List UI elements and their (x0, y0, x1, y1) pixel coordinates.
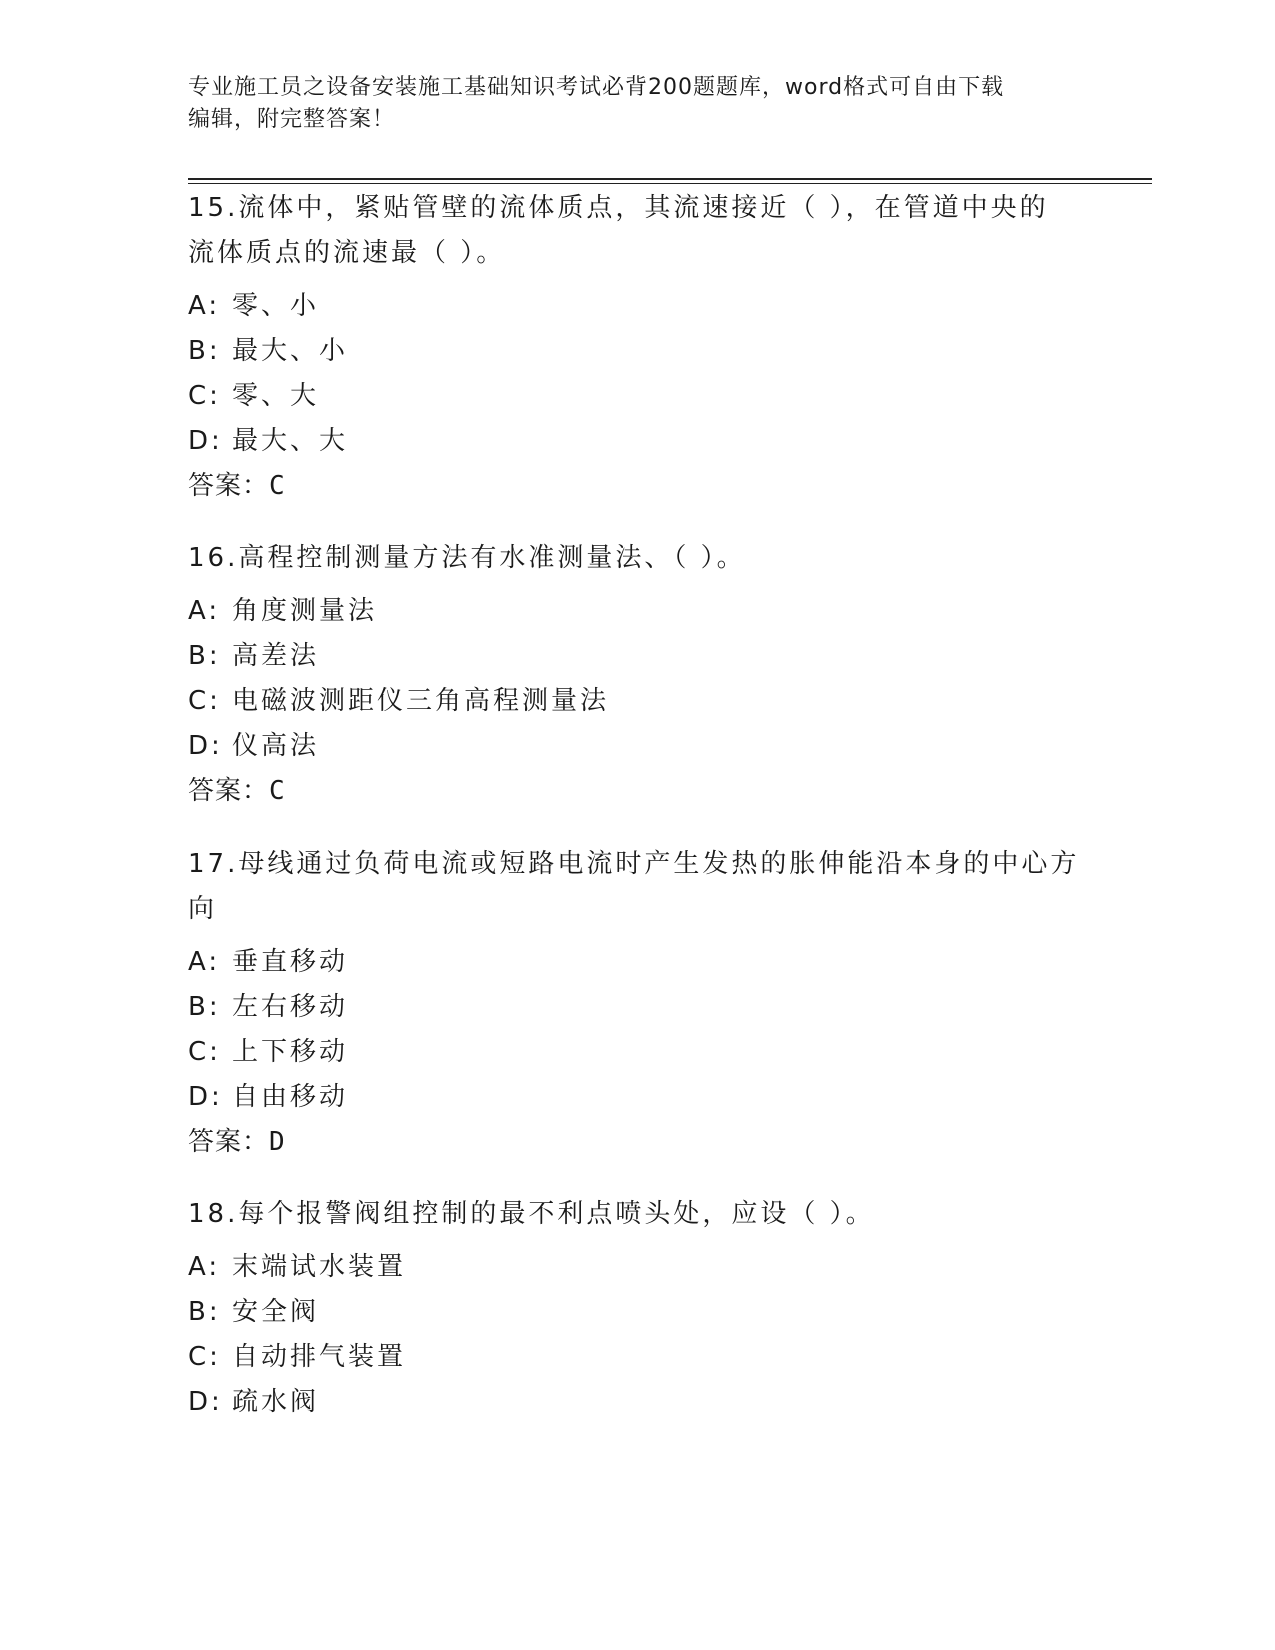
option-text: 最大、大 (232, 426, 349, 456)
question-stem (188, 842, 1088, 932)
option-letter: B: (188, 336, 221, 366)
stem-line: 15.流体中，紧贴管壁的流体质点，其流速接近（ ），在管道中央的 (188, 193, 1049, 223)
document-header (188, 72, 1088, 136)
option-letter: B: (188, 641, 221, 671)
option-text: 角度测量法 (232, 596, 378, 626)
option-text: 零、小 (232, 291, 320, 321)
question-16 (188, 536, 1088, 806)
stem-line: 18.每个报警阀组控制的最不利点喷头处，应设（ ）。 (188, 1199, 875, 1229)
option-letter: A: (188, 596, 221, 626)
option-letter: D: (188, 426, 223, 456)
option-letter: B: (188, 992, 221, 1022)
option-text: 最大、小 (232, 336, 349, 366)
option-letter: C: (188, 1342, 221, 1372)
option-b (188, 1297, 1088, 1327)
question-stem (188, 186, 1088, 276)
option-letter: D: (188, 1082, 223, 1112)
option-c (188, 686, 1088, 716)
option-letter: B: (188, 1297, 221, 1327)
option-d (188, 1387, 1088, 1417)
option-b (188, 992, 1088, 1022)
option-d (188, 731, 1088, 761)
option-d (188, 426, 1088, 456)
option-letter: C: (188, 381, 221, 411)
header-divider-thin (188, 183, 1152, 184)
option-d (188, 1082, 1088, 1112)
answer-line (188, 471, 1088, 501)
option-text: 上下移动 (232, 1037, 349, 1067)
question-stem (188, 536, 1088, 581)
answer-value: C (269, 776, 286, 806)
option-a (188, 947, 1088, 977)
option-letter: A: (188, 1252, 221, 1282)
option-a (188, 596, 1088, 626)
answer-line (188, 776, 1088, 806)
answer-value: C (269, 471, 286, 501)
option-letter: A: (188, 291, 221, 321)
option-a (188, 291, 1088, 321)
option-c (188, 1037, 1088, 1067)
answer-label: 答案： (188, 471, 270, 501)
option-text: 疏水阀 (232, 1387, 320, 1417)
option-text: 末端试水装置 (232, 1252, 407, 1282)
stem-line: 16.高程控制测量方法有水准测量法、（ ）。 (188, 543, 746, 573)
answer-label: 答案： (188, 1127, 270, 1157)
option-a (188, 1252, 1088, 1282)
option-text: 高差法 (232, 641, 320, 671)
option-text: 零、大 (232, 381, 320, 411)
option-letter: A: (188, 947, 221, 977)
option-text: 自由移动 (232, 1082, 349, 1112)
question-stem (188, 1192, 1088, 1237)
option-b (188, 336, 1088, 366)
answer-value: D (269, 1127, 286, 1157)
option-letter: C: (188, 1037, 221, 1067)
option-c (188, 381, 1088, 411)
header-divider (188, 178, 1152, 180)
option-letter: D: (188, 731, 223, 761)
header-line-2: 编辑，附完整答案！ (188, 107, 396, 132)
option-c (188, 1342, 1088, 1372)
option-text: 自动排气装置 (232, 1342, 407, 1372)
option-letter: C: (188, 686, 221, 716)
option-text: 左右移动 (232, 992, 349, 1022)
question-18 (188, 1192, 1088, 1417)
option-text: 仪高法 (232, 731, 320, 761)
question-15 (188, 186, 1088, 501)
option-text: 垂直移动 (232, 947, 349, 977)
stem-line: 流体质点的流速最（ ）。 (188, 238, 506, 268)
option-b (188, 641, 1088, 671)
option-text: 电磁波测距仪三角高程测量法 (232, 686, 610, 716)
answer-label: 答案： (188, 776, 270, 806)
option-letter: D: (188, 1387, 223, 1417)
answer-line (188, 1127, 1088, 1157)
header-line-1: 专业施工员之设备安装施工基础知识考试必背200题题库，word格式可自由下载 (188, 75, 1005, 100)
stem-line: 向 (188, 894, 218, 924)
question-17 (188, 842, 1088, 1157)
option-text: 安全阀 (232, 1297, 320, 1327)
stem-line: 17.母线通过负荷电流或短路电流时产生发热的胀伸能沿本身的中心方 (188, 849, 1080, 879)
